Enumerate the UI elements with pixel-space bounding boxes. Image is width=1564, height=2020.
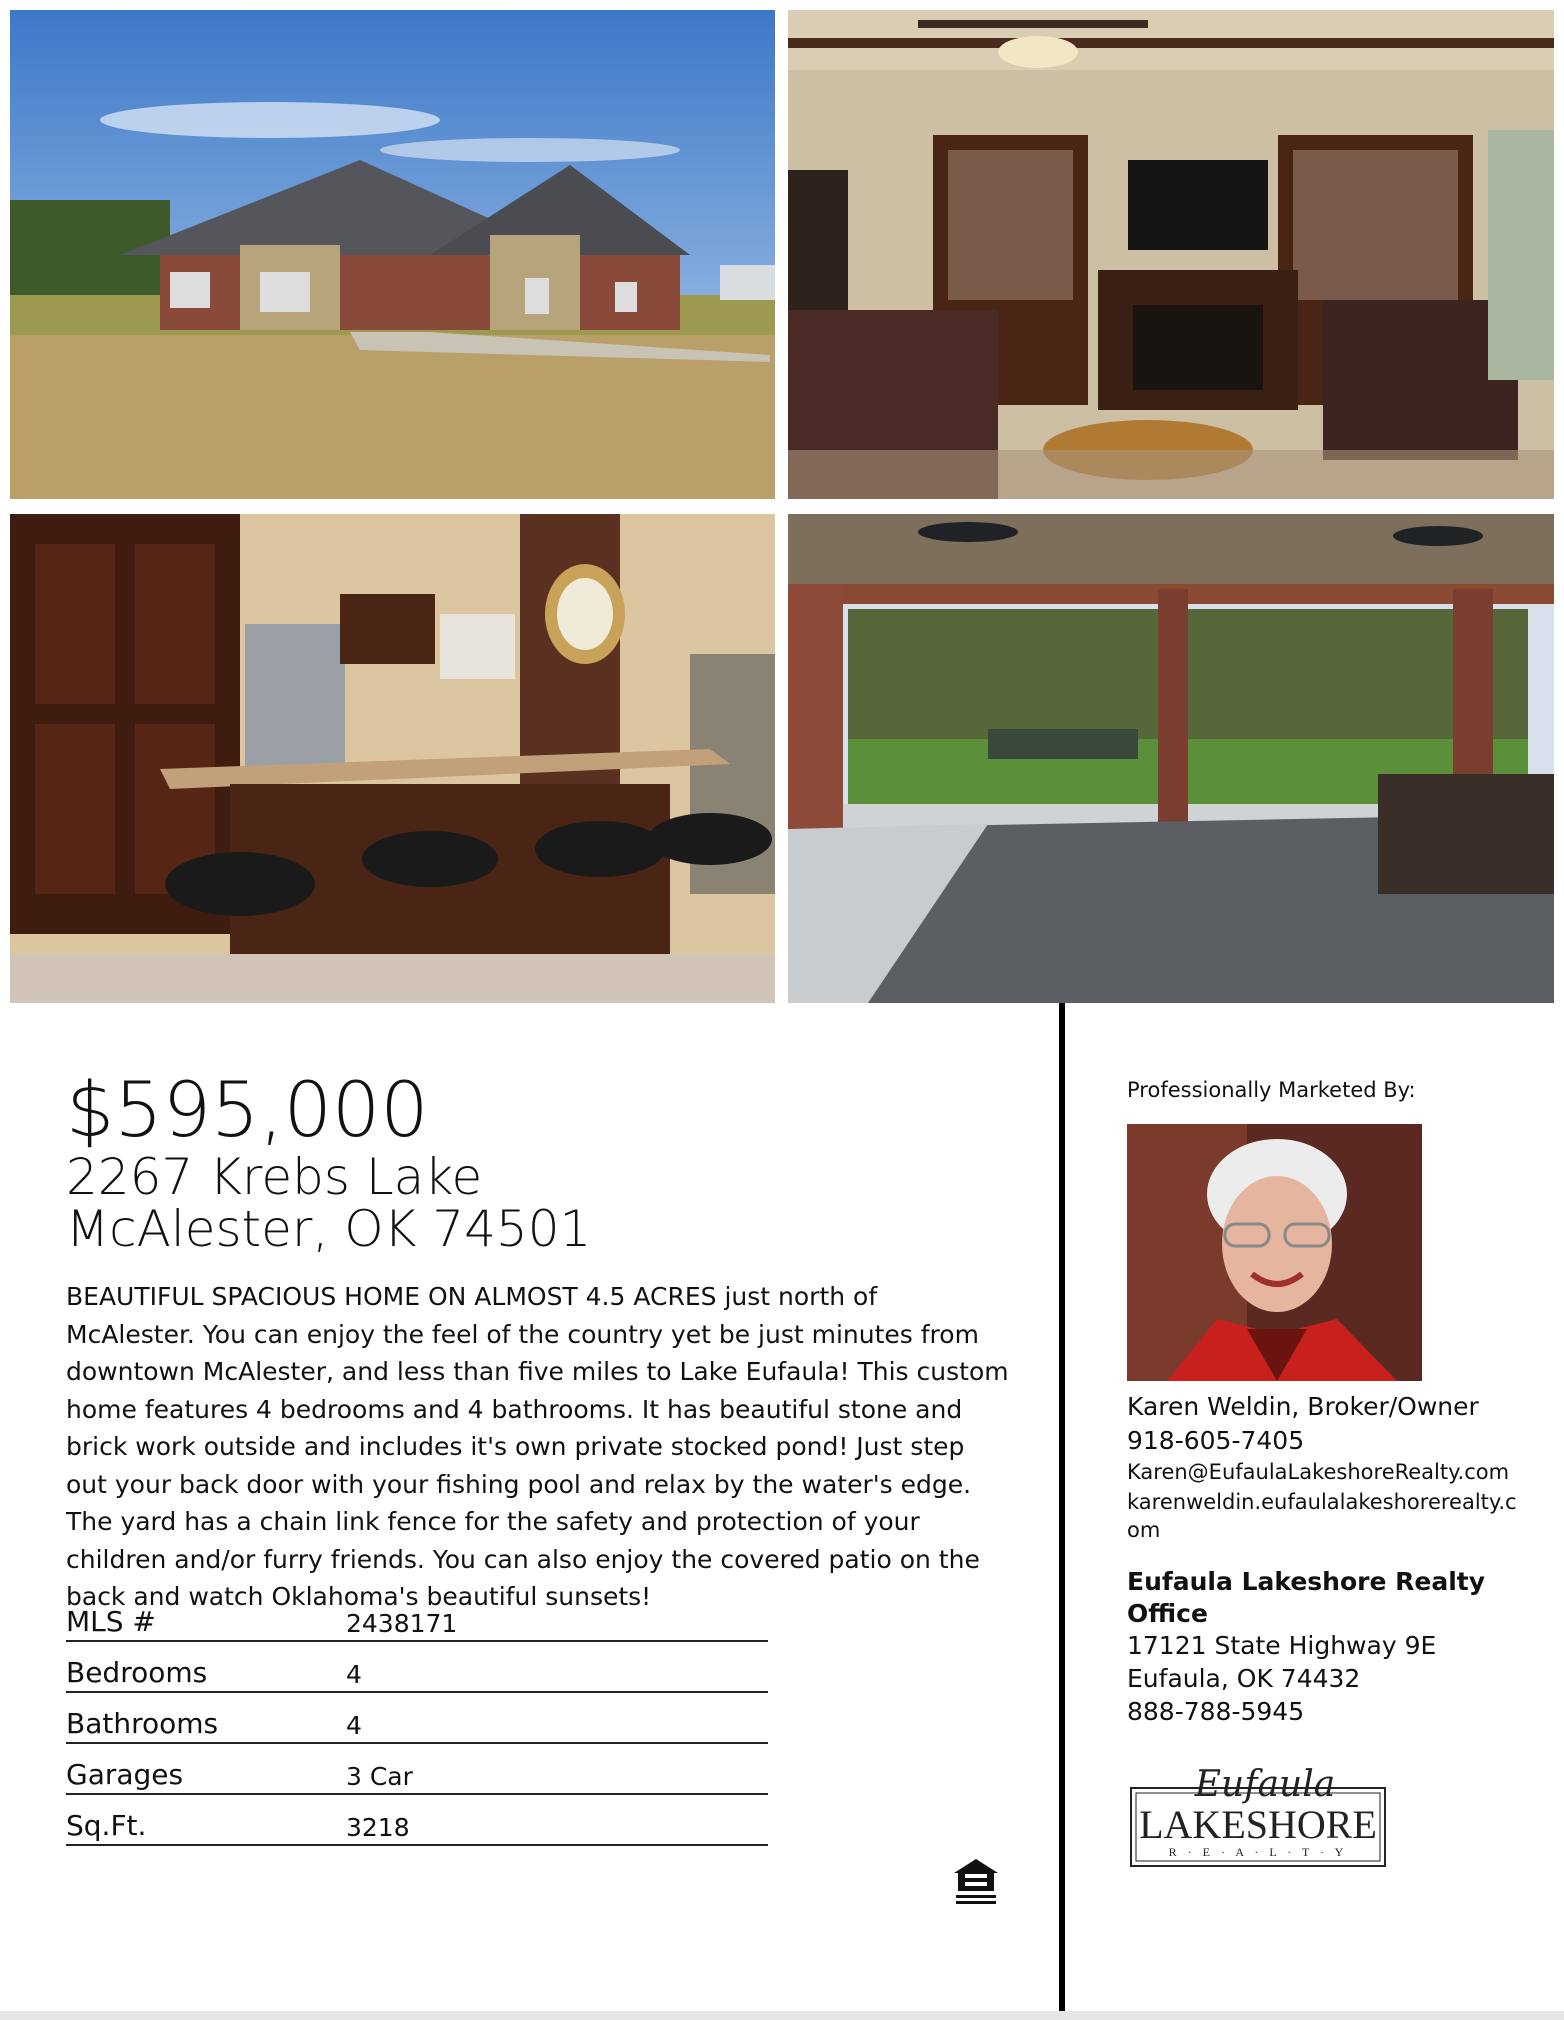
spec-row-bedrooms [66,1642,768,1693]
spec-value: 4 [346,1711,362,1740]
column-divider [1059,1003,1065,2013]
photo-living-room [788,10,1554,499]
office-city: Eufaula, OK 74432 [1127,1664,1361,1693]
svg-text:Eufaula: Eufaula [1194,1764,1336,1805]
photo-house-exterior [10,10,775,499]
svg-text:R · E · A · L · T · Y: R · E · A · L · T · Y [1168,1845,1348,1859]
spec-label: Garages [66,1758,184,1791]
spec-label: MLS # [66,1605,156,1638]
marketed-by-label: Professionally Marketed By: [1127,1078,1416,1102]
agent-email-link[interactable]: Karen@EufaulaLakeshoreRealty.com [1127,1460,1510,1484]
address-city: McAlester, OK 74501 [66,1200,592,1258]
address-street: 2267 Krebs Lake [66,1148,483,1206]
spec-value: 4 [346,1660,362,1689]
office-street: 17121 State Highway 9E [1127,1631,1437,1660]
spec-value: 2438171 [346,1609,458,1638]
spec-label: Bathrooms [66,1707,219,1740]
equal-housing-opportunity-icon [952,1857,1000,1909]
spec-row-garages [66,1744,768,1795]
spec-row-bathrooms [66,1693,768,1744]
office-phone-link[interactable]: 888-788-5945 [1127,1697,1305,1726]
photo-covered-patio [788,514,1554,1003]
spec-label: Bedrooms [66,1656,208,1689]
agent-name: Karen Weldin, Broker/Owner [1127,1392,1479,1421]
specs-table [66,1600,768,1846]
office-name: Eufaula Lakeshore Realty Office [1127,1567,1486,1628]
page-bottom-edge [0,2011,1564,2020]
listing-price: $595,000 [66,1065,429,1154]
agent-phone-link[interactable]: 918-605-7405 [1127,1426,1305,1455]
spec-value: 3 Car [346,1762,413,1791]
spec-label: Sq.Ft. [66,1809,147,1842]
agent-website-link[interactable]: karenweldin.eufaulalakeshorerealty.com [1127,1490,1517,1542]
listing-description: BEAUTIFUL SPACIOUS HOME ON ALMOST 4.5 ACRES just north of McAlester. You can enjoy the feel of the country yet be just minutes from downtown McAlester, and less than five miles to Lake Eufaula! This custom home features 4 bedrooms and 4 bathrooms. It has beautiful stone and brick work outside and includes it's own private stocked pond! Just step out your back door with your fishing pool and relax by the water's edge. The yard has a chain link fence for the safety and protection of your children and/or furry friends. You can also enjoy the covered patio on the back and watch Oklahoma's beautiful sunsets! [66,1282,1009,1611]
eufaula-lakeshore-logo [1127,1758,1389,1876]
svg-text:LAKESHORE: LAKESHORE [1139,1802,1377,1847]
spec-row-mls [66,1600,768,1642]
spec-value: 3218 [346,1813,410,1842]
agent-headshot [1127,1124,1422,1381]
spec-row-sqft [66,1795,768,1846]
photo-kitchen [10,514,775,1003]
